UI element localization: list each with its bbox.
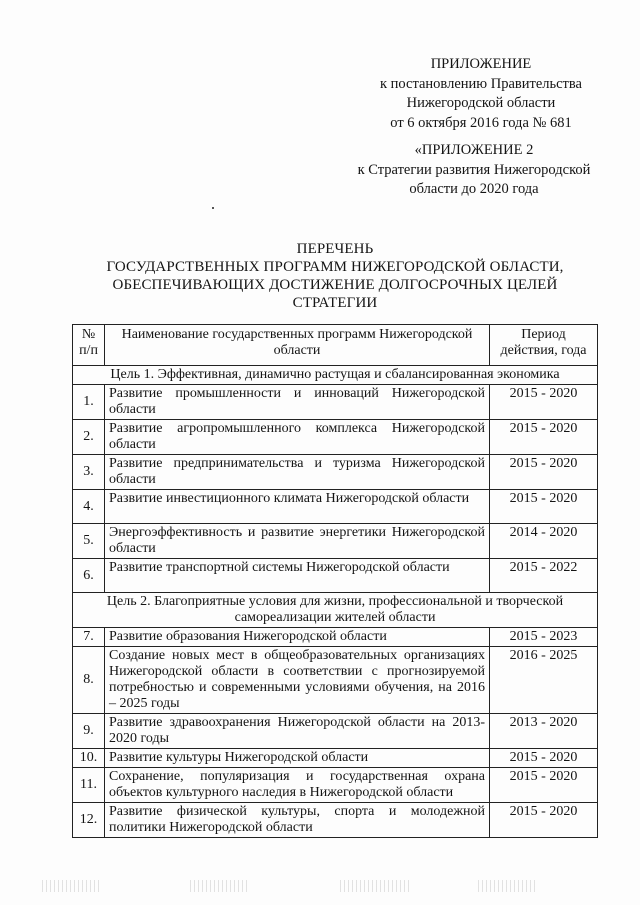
table-row bbox=[73, 490, 598, 524]
row-num: 6. bbox=[73, 559, 105, 593]
appendix-line: к постановлению Правительства bbox=[380, 75, 582, 92]
document-title bbox=[70, 240, 600, 312]
row-program: Развитие образования Нижегородской области bbox=[105, 628, 490, 647]
table-row bbox=[73, 385, 598, 420]
row-num: 9. bbox=[73, 714, 105, 749]
table-row bbox=[73, 714, 598, 749]
table-row bbox=[73, 524, 598, 559]
row-period: 2015 - 2020 bbox=[490, 385, 598, 420]
scan-artifact bbox=[478, 880, 538, 892]
row-num: 1. bbox=[73, 385, 105, 420]
appendix-line: Нижегородской области bbox=[406, 95, 556, 111]
table-row bbox=[73, 647, 598, 714]
table-row bbox=[73, 455, 598, 490]
title-line: ОБЕСПЕЧИВАЮЩИХ ДОСТИЖЕНИЕ ДОЛГОСРОЧНЫХ ЦЕЛЕЙ bbox=[112, 277, 558, 293]
row-program: Развитие транспортной системы Нижегородской области bbox=[105, 559, 490, 593]
row-num: 2. bbox=[73, 420, 105, 455]
row-period: 2015 - 2020 bbox=[490, 455, 598, 490]
table-row bbox=[73, 803, 598, 838]
row-num: 12. bbox=[73, 803, 105, 838]
row-period: 2015 - 2020 bbox=[490, 768, 598, 803]
goal-row bbox=[73, 366, 598, 385]
row-program: Развитие промышленности и инноваций Нижегородской области bbox=[105, 385, 490, 420]
row-program: Развитие физической культуры, спорта и молодежной политики Нижегородской области bbox=[105, 803, 490, 838]
appendix2-line: к Стратегии развития Нижегородской bbox=[357, 161, 591, 178]
appendix2-header bbox=[340, 141, 608, 200]
row-num: 3. bbox=[73, 455, 105, 490]
table-header-row bbox=[73, 325, 598, 366]
title-line: ПЕРЕЧЕНЬ bbox=[296, 241, 374, 257]
appendix-title: ПРИЛОЖЕНИЕ bbox=[430, 56, 532, 72]
scan-artifact bbox=[340, 880, 410, 892]
title-line: СТРАТЕГИИ bbox=[292, 295, 378, 311]
table-row bbox=[73, 749, 598, 768]
row-num: 10. bbox=[73, 749, 105, 768]
title-line: ГОСУДАРСТВЕННЫХ ПРОГРАММ НИЖЕГОРОДСКОЙ ОБЛАСТИ, bbox=[106, 259, 564, 275]
row-period: 2016 - 2025 bbox=[490, 647, 598, 714]
row-period: 2015 - 2020 bbox=[490, 420, 598, 455]
row-period: 2015 - 2023 bbox=[490, 628, 598, 647]
header-num: № п/п bbox=[73, 325, 105, 366]
row-period: 2015 - 2022 bbox=[490, 559, 598, 593]
table-row bbox=[73, 628, 598, 647]
appendix2-line: области до 2020 года bbox=[409, 181, 539, 197]
goal-row bbox=[73, 593, 598, 628]
row-program: Развитие предпринимательства и туризма Нижегородской области bbox=[105, 455, 490, 490]
goal-2: Цель 2. Благоприятные условия для жизни, профессиональной и творческой самореализации жителей области bbox=[73, 593, 598, 628]
row-period: 2015 - 2020 bbox=[490, 490, 598, 524]
programs-table bbox=[72, 324, 598, 838]
scan-artifact bbox=[190, 880, 250, 892]
table-row bbox=[73, 559, 598, 593]
header-name: Наименование государственных программ Нижегородской области bbox=[105, 325, 490, 366]
appendix2-title: «ПРИЛОЖЕНИЕ 2 bbox=[414, 142, 534, 158]
header-period: Период действия, года bbox=[490, 325, 598, 366]
row-period: 2014 - 2020 bbox=[490, 524, 598, 559]
row-program: Развитие культуры Нижегородской области bbox=[105, 749, 490, 768]
row-period: 2015 - 2020 bbox=[490, 803, 598, 838]
appendix-header bbox=[356, 55, 606, 133]
row-program: Развитие здравоохранения Нижегородской области на 2013-2020 годы bbox=[105, 714, 490, 749]
table-row bbox=[73, 768, 598, 803]
goal-1: Цель 1. Эффективная, динамично растущая и сбалансированная экономика bbox=[73, 366, 598, 385]
scan-artifact bbox=[42, 880, 102, 892]
row-program: Создание новых мест в общеобразовательных организациях Нижегородской области в соответствии с прогнозируемой потребностью и современными условиями обучения, на 2016 – 2025 годы bbox=[105, 647, 490, 714]
row-period: 2015 - 2020 bbox=[490, 749, 598, 768]
row-period: 2013 - 2020 bbox=[490, 714, 598, 749]
row-program: Развитие агропромышленного комплекса Нижегородской области bbox=[105, 420, 490, 455]
row-num: 5. bbox=[73, 524, 105, 559]
row-program: Развитие инвестиционного климата Нижегородской области bbox=[105, 490, 490, 524]
row-num: 11. bbox=[73, 768, 105, 803]
row-program: Энергоэффективность и развитие энергетики Нижегородской области bbox=[105, 524, 490, 559]
row-program: Сохранение, популяризация и государственная охрана объектов культурного наследия в Нижегородской области bbox=[105, 768, 490, 803]
scan-speck bbox=[212, 207, 214, 209]
row-num: 7. bbox=[73, 628, 105, 647]
table-row bbox=[73, 420, 598, 455]
row-num: 4. bbox=[73, 490, 105, 524]
row-num: 8. bbox=[73, 647, 105, 714]
appendix-date-line: от 6 октября 2016 года № 681 bbox=[390, 114, 572, 131]
